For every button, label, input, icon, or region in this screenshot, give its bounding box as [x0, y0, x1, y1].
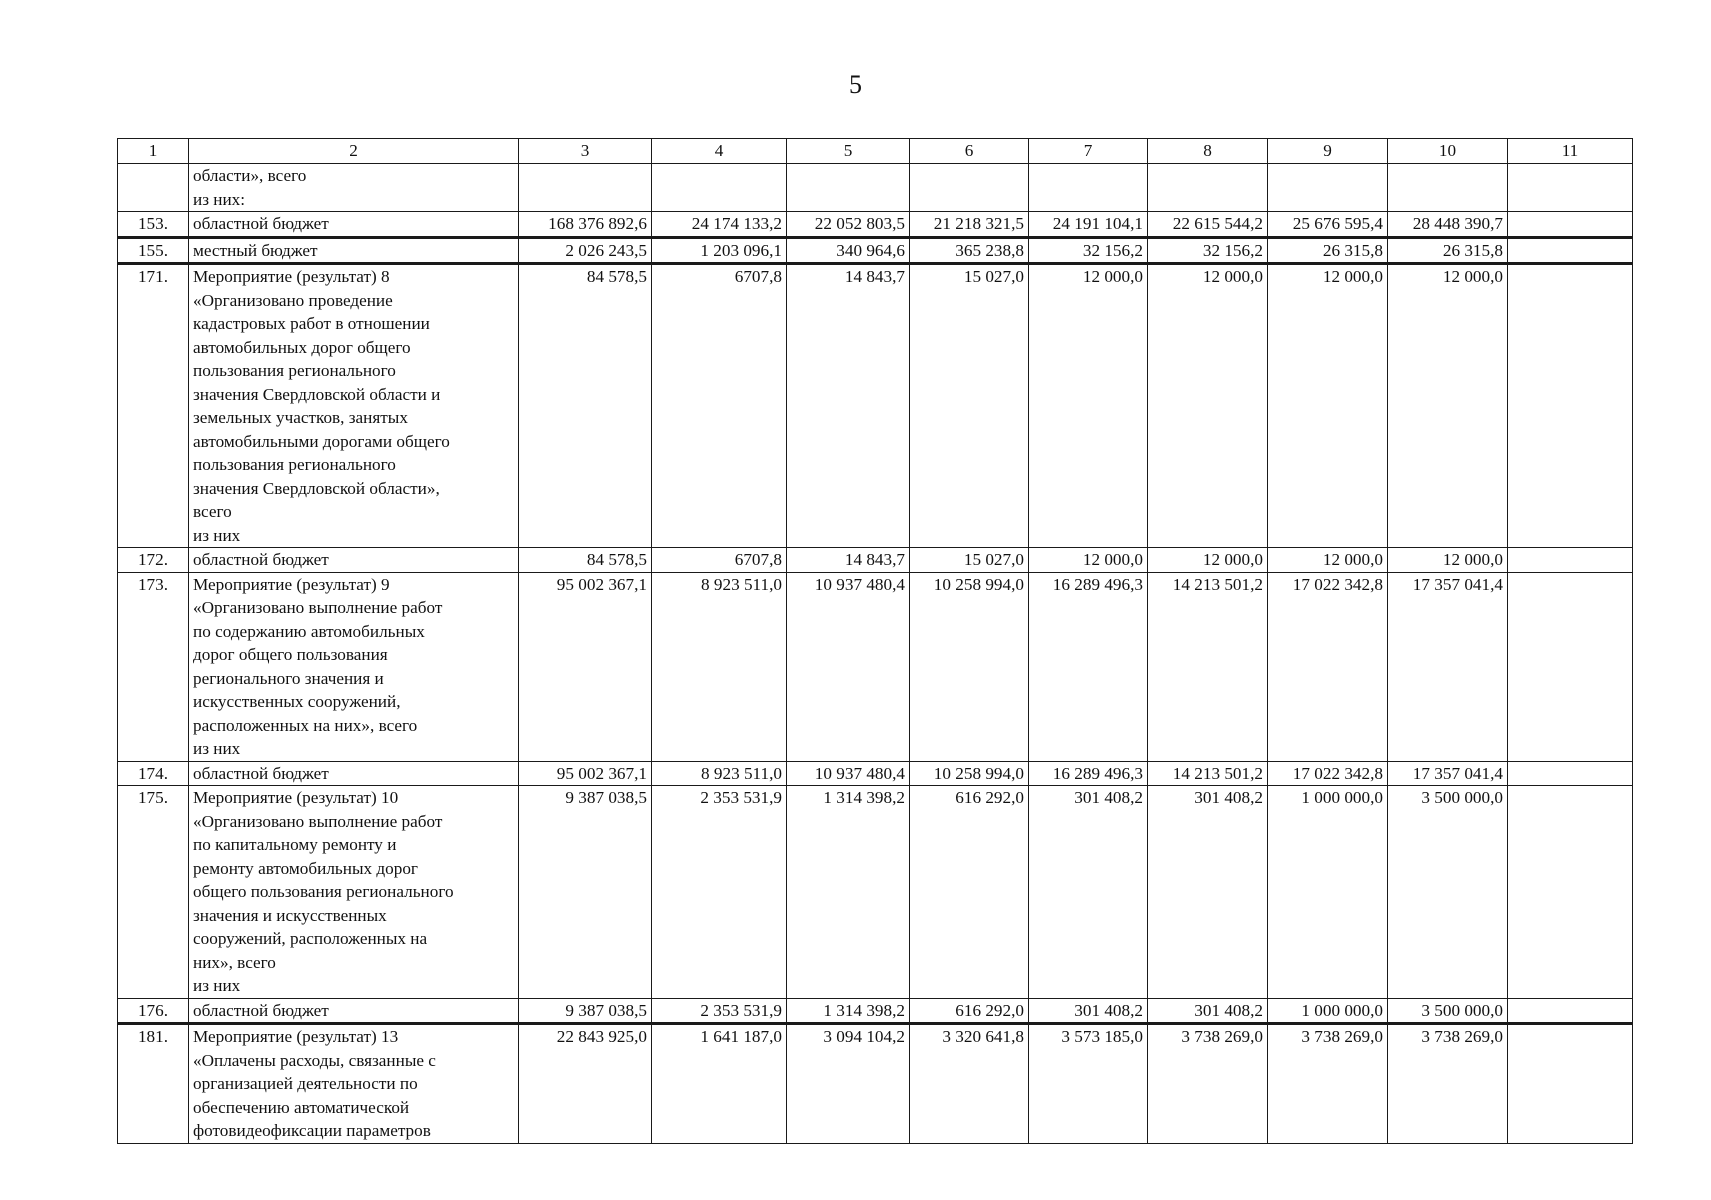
table-row	[118, 548, 1633, 573]
page-number: 5	[849, 70, 862, 99]
column-header: 10	[1388, 139, 1508, 164]
column-11-cell	[1508, 264, 1633, 548]
value-cell	[1268, 164, 1388, 212]
row-description: областной бюджет	[189, 998, 519, 1024]
value-cell: 8 923 511,0	[652, 572, 787, 761]
table-row	[118, 998, 1633, 1024]
value-cell: 340 964,6	[787, 237, 910, 264]
value-cell: 616 292,0	[910, 998, 1029, 1024]
value-cell: 24 191 104,1	[1029, 212, 1148, 238]
column-11-cell	[1508, 164, 1633, 212]
value-cell: 3 738 269,0	[1148, 1024, 1268, 1144]
row-number: 171.	[118, 264, 189, 548]
column-header: 4	[652, 139, 787, 164]
column-header: 5	[787, 139, 910, 164]
value-cell: 14 843,7	[787, 264, 910, 548]
value-cell	[787, 164, 910, 212]
column-11-cell	[1508, 237, 1633, 264]
value-cell: 22 052 803,5	[787, 212, 910, 238]
column-11-cell	[1508, 212, 1633, 238]
column-header: 8	[1148, 139, 1268, 164]
value-cell: 17 022 342,8	[1268, 761, 1388, 786]
value-cell: 3 094 104,2	[787, 1024, 910, 1144]
budget-table	[117, 138, 1633, 1144]
value-cell: 17 022 342,8	[1268, 572, 1388, 761]
value-cell: 168 376 892,6	[519, 212, 652, 238]
row-description: областной бюджет	[189, 212, 519, 238]
value-cell: 1 203 096,1	[652, 237, 787, 264]
value-cell: 1 000 000,0	[1268, 786, 1388, 999]
value-cell	[652, 164, 787, 212]
value-cell: 10 258 994,0	[910, 572, 1029, 761]
value-cell: 6707,8	[652, 548, 787, 573]
value-cell: 32 156,2	[1148, 237, 1268, 264]
value-cell: 301 408,2	[1148, 998, 1268, 1024]
value-cell: 301 408,2	[1148, 786, 1268, 999]
value-cell: 16 289 496,3	[1029, 572, 1148, 761]
column-11-cell	[1508, 786, 1633, 999]
value-cell: 14 213 501,2	[1148, 761, 1268, 786]
value-cell: 301 408,2	[1029, 786, 1148, 999]
value-cell: 12 000,0	[1388, 548, 1508, 573]
row-description: Мероприятие (результат) 13 «Оплачены расходы, связанные с организацией деятельности по обеспечению автоматической фотовидеофиксации параметров	[189, 1024, 519, 1144]
value-cell: 15 027,0	[910, 548, 1029, 573]
value-cell: 2 026 243,5	[519, 237, 652, 264]
value-cell: 301 408,2	[1029, 998, 1148, 1024]
value-cell: 25 676 595,4	[1268, 212, 1388, 238]
column-header: 11	[1508, 139, 1633, 164]
table-header-row	[118, 139, 1633, 164]
value-cell: 12 000,0	[1029, 548, 1148, 573]
value-cell: 8 923 511,0	[652, 761, 787, 786]
column-11-cell	[1508, 572, 1633, 761]
value-cell: 1 314 398,2	[787, 998, 910, 1024]
value-cell: 3 738 269,0	[1268, 1024, 1388, 1144]
table-row	[118, 572, 1633, 761]
column-11-cell	[1508, 998, 1633, 1024]
row-description: областной бюджет	[189, 761, 519, 786]
value-cell: 22 843 925,0	[519, 1024, 652, 1144]
value-cell: 1 641 187,0	[652, 1024, 787, 1144]
row-description: Мероприятие (результат) 8 «Организовано проведение кадастровых работ в отношении автомобильных дорог общего пользования регионального значения Свердловской области и земельных участков, занятых автомобильными дорогами общего пользования регионального значения Свердловской области», всего из них	[189, 264, 519, 548]
row-number: 153.	[118, 212, 189, 238]
row-description: Мероприятие (результат) 10 «Организовано выполнение работ по капитальному ремонту и ремонту автомобильных дорог общего пользования регионального значения и искусственных сооружений, расположенных на них», всего из них	[189, 786, 519, 999]
value-cell: 84 578,5	[519, 548, 652, 573]
value-cell: 14 213 501,2	[1148, 572, 1268, 761]
value-cell: 28 448 390,7	[1388, 212, 1508, 238]
value-cell: 10 258 994,0	[910, 761, 1029, 786]
row-number: 173.	[118, 572, 189, 761]
value-cell	[910, 164, 1029, 212]
value-cell	[1029, 164, 1148, 212]
value-cell	[1148, 164, 1268, 212]
value-cell: 26 315,8	[1388, 237, 1508, 264]
value-cell: 3 500 000,0	[1388, 786, 1508, 999]
value-cell: 3 738 269,0	[1388, 1024, 1508, 1144]
value-cell: 24 174 133,2	[652, 212, 787, 238]
value-cell: 95 002 367,1	[519, 761, 652, 786]
column-header: 9	[1268, 139, 1388, 164]
value-cell: 84 578,5	[519, 264, 652, 548]
table-row	[118, 164, 1633, 212]
row-number: 176.	[118, 998, 189, 1024]
table-row	[118, 212, 1633, 238]
value-cell: 1 314 398,2	[787, 786, 910, 999]
value-cell: 14 843,7	[787, 548, 910, 573]
column-11-cell	[1508, 761, 1633, 786]
row-number: 181.	[118, 1024, 189, 1144]
value-cell	[519, 164, 652, 212]
column-11-cell	[1508, 548, 1633, 573]
table-row	[118, 761, 1633, 786]
column-header: 7	[1029, 139, 1148, 164]
table-row	[118, 786, 1633, 999]
value-cell: 6707,8	[652, 264, 787, 548]
column-header: 2	[189, 139, 519, 164]
value-cell: 12 000,0	[1148, 264, 1268, 548]
value-cell: 616 292,0	[910, 786, 1029, 999]
value-cell: 12 000,0	[1148, 548, 1268, 573]
row-description: Мероприятие (результат) 9 «Организовано выполнение работ по содержанию автомобильных дорог общего пользования регионального значения и искусственных сооружений, расположенных на них», всего из них	[189, 572, 519, 761]
column-header: 3	[519, 139, 652, 164]
table-row	[118, 264, 1633, 548]
column-11-cell	[1508, 1024, 1633, 1144]
value-cell: 12 000,0	[1268, 264, 1388, 548]
row-number: 172.	[118, 548, 189, 573]
value-cell: 26 315,8	[1268, 237, 1388, 264]
row-description: областной бюджет	[189, 548, 519, 573]
column-header: 1	[118, 139, 189, 164]
value-cell: 15 027,0	[910, 264, 1029, 548]
value-cell: 16 289 496,3	[1029, 761, 1148, 786]
value-cell: 2 353 531,9	[652, 786, 787, 999]
value-cell: 12 000,0	[1268, 548, 1388, 573]
row-number: 175.	[118, 786, 189, 999]
row-number: 155.	[118, 237, 189, 264]
value-cell: 3 500 000,0	[1388, 998, 1508, 1024]
value-cell: 9 387 038,5	[519, 998, 652, 1024]
value-cell: 32 156,2	[1029, 237, 1148, 264]
value-cell: 95 002 367,1	[519, 572, 652, 761]
value-cell: 17 357 041,4	[1388, 761, 1508, 786]
value-cell: 9 387 038,5	[519, 786, 652, 999]
value-cell: 1 000 000,0	[1268, 998, 1388, 1024]
value-cell: 17 357 041,4	[1388, 572, 1508, 761]
value-cell: 2 353 531,9	[652, 998, 787, 1024]
table-row	[118, 237, 1633, 264]
row-description: местный бюджет	[189, 237, 519, 264]
row-description: области», всего из них:	[189, 164, 519, 212]
value-cell: 10 937 480,4	[787, 572, 910, 761]
column-header: 6	[910, 139, 1029, 164]
value-cell: 3 573 185,0	[1029, 1024, 1148, 1144]
value-cell	[1388, 164, 1508, 212]
value-cell: 3 320 641,8	[910, 1024, 1029, 1144]
value-cell: 10 937 480,4	[787, 761, 910, 786]
value-cell: 12 000,0	[1029, 264, 1148, 548]
row-number	[118, 164, 189, 212]
table-row	[118, 1024, 1633, 1144]
row-number: 174.	[118, 761, 189, 786]
value-cell: 365 238,8	[910, 237, 1029, 264]
value-cell: 12 000,0	[1388, 264, 1508, 548]
value-cell: 22 615 544,2	[1148, 212, 1268, 238]
value-cell: 21 218 321,5	[910, 212, 1029, 238]
